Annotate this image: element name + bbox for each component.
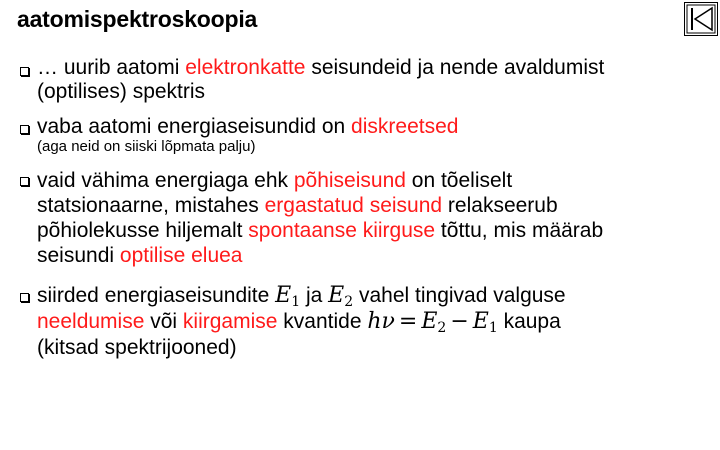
bullet-3-line-3: [37, 219, 603, 243]
text-segment: põhiolekusse hiljemalt: [37, 219, 249, 242]
text-segment: statsionaarne, mistahes: [37, 194, 265, 217]
text-segment: on tõeliselt: [405, 169, 513, 192]
text-segment: siirded energiaseisundite: [37, 284, 276, 307]
bullet-3-line-4: [37, 244, 242, 268]
highlighted-term: põhiseisund: [293, 169, 406, 192]
text-segment: (aga neid on siiski lõpmata palju): [37, 138, 256, 155]
text-segment: vahel tingivad valguse: [353, 284, 566, 307]
bullet-square-icon: [20, 125, 29, 134]
text-segment: ja: [300, 284, 329, 307]
text-segment: vaba aatomi energiaseisundid on: [37, 115, 352, 138]
text-segment: tõttu, mis määrab: [435, 219, 604, 242]
bullet-2-line-1: [37, 115, 458, 139]
highlighted-term: kiirgamise: [182, 310, 278, 333]
text-segment: … uurib aatomi: [37, 56, 186, 79]
text-segment: (optilises) spektris: [37, 80, 206, 103]
bullet-2-line-2: [37, 138, 255, 156]
text-segment: kaupa: [497, 310, 561, 333]
text-segment: või: [144, 310, 183, 333]
bullet-square-icon: [20, 177, 29, 186]
highlighted-term: optilise eluea: [119, 244, 243, 267]
bullet-square-icon: [20, 67, 29, 76]
text-segment: relakseerub: [442, 194, 558, 217]
highlighted-term: ergastatud seisund: [264, 194, 443, 217]
text-segment: vaid vähima energiaga ehk: [37, 169, 294, 192]
bullet-1-line-1: [37, 56, 604, 80]
math-e1: $E_1$: [275, 283, 301, 310]
highlighted-term: elektronkatte: [185, 56, 306, 79]
highlighted-term: diskreetsed: [351, 115, 459, 138]
text-segment: kvantide: [277, 310, 368, 333]
text-segment: seisundeid ja nende avaldumist: [305, 56, 605, 79]
bullet-square-icon: [20, 293, 29, 302]
slide-title: aatomispektroskoopia: [17, 6, 258, 32]
text-segment: seisundi: [37, 244, 120, 267]
math-photon-energy: $h\nu = E_2 - E_1$: [367, 309, 498, 336]
bullet-4-line-3: [37, 336, 237, 360]
math-e2: $E_2$: [328, 283, 354, 310]
text-segment: (kitsad spektrijooned): [37, 336, 237, 359]
skip-to-start-icon[interactable]: [684, 2, 718, 36]
highlighted-term: neeldumise: [37, 310, 145, 333]
bullet-3-line-2: [37, 194, 558, 218]
bullet-1-line-2: [37, 80, 205, 104]
bullet-3-line-1: [37, 169, 512, 193]
highlighted-term: spontaanse kiirguse: [248, 219, 436, 242]
